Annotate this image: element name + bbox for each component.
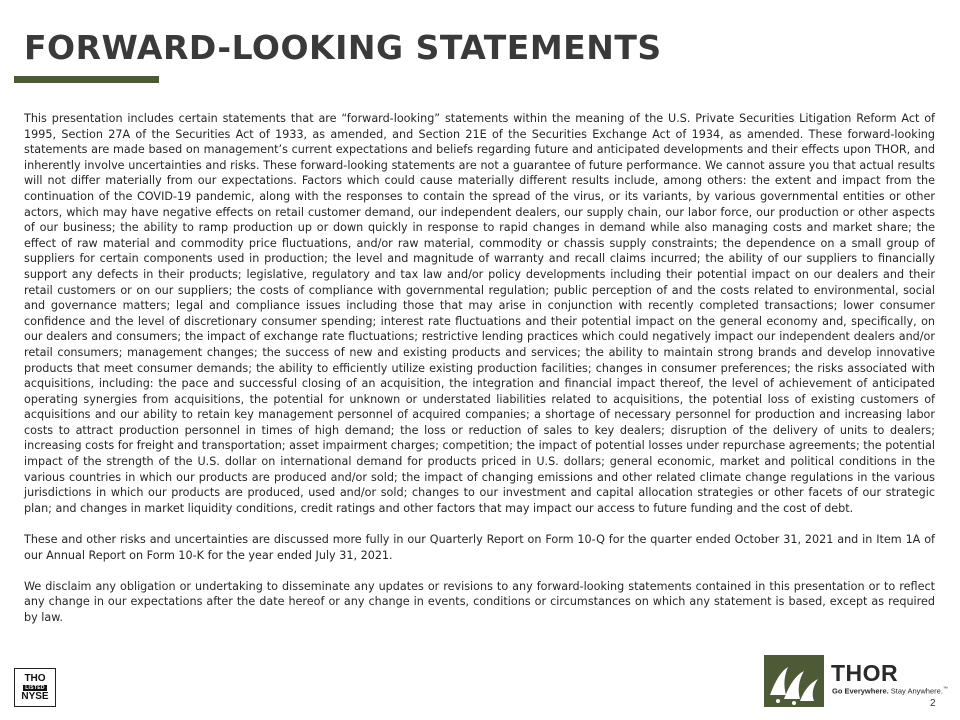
disclaimer-body (24, 111, 935, 626)
brand-tagline-rest: Stay Anywhere. (888, 686, 943, 696)
nyse-listed-badge (14, 668, 56, 707)
brand-tagline-bold: Go Everywhere. (832, 686, 889, 696)
brand-tagline (832, 686, 948, 696)
nyse-ticker: THO (24, 672, 46, 684)
page-number: 2 (930, 698, 936, 709)
title-underline-bar (14, 76, 159, 83)
disclaimer-paragraph-3: We disclaim any obligation or undertaking to disseminate any updates or revisions to any forward-looking statements contained in this presentation or to reflect any change in our expectations after the date hereof or any change in events, conditions or circumstances on which any statement is based, except as required by law. (24, 579, 935, 624)
brand-trademark: ™ (942, 686, 948, 692)
disclaimer-paragraph-1: This presentation includes certain statements that are “forward-looking” statements within the meaning of the U.S. Private Securities Litigation Reform Act of 1995, Section 27A of the Securities Act of 1933, as amended, and Section 21E of the Securities Exchange Act of 1934, as amended. These forward-looking statements are made based on management’s current expectations and beliefs regarding future and anticipated developments and their effects upon THOR, and inherently involve uncertainties and risks. These forward-looking statements are not a guarantee of future performance. We cannot assure you that actual results will not differ materially from our expectations. Factors which could cause materially different results include, among others: the extent and impact from the continuation of the COVID-19 pandemic, along with the responses to contain the spread of the virus, or its variants, by various governmental entities or other actors, which may have negative effects on retail customer demand, our independent dealers, our supply chain, our labor force, our production or other aspects of our business; the ability to ramp production up or down quickly in response to rapid changes in demand while also managing costs and market share; the effect of raw material and commodity price fluctuations, and/or raw material, commodity or chassis supply constraints; the dependence on a small group of suppliers for certain components used in production; the level and magnitude of warranty and recall claims incurred; the ability of our suppliers to financially support any defects in their products; legislative, regulatory and tax law and/or policy developments including their potential impact on our dealers and their retail customers or on our suppliers; the costs of compliance with governmental regulation; public perception of and the costs related to environmental, social and governance matters; legal and compliance issues including those that may arise in conjunction with recently completed transactions; lower consumer confidence and the level of discretionary consumer spending; interest rate fluctuations and their potential impact on the general economy and, specifically, on our dealers and consumers; the impact of exchange rate fluctuations; restrictive lending practices which could negatively impact our independent dealers and/or retail consumers; management changes; the success of new and existing products and services; the ability to maintain strong brands and develop innovative products that meet consumer demands; the ability to efficiently utilize existing production facilities; changes in consumer preferences; the risks associated with acquisitions, including: the pace and successful closing of an acquisition, the integration and financial impact thereof, the level of achievement of anticipated operating synergies from acquisitions, the potential for unknown or understated liabilities related to acquisitions, the potential loss of existing customers of acquisitions and our ability to retain key management personnel of acquired companies; a shortage of necessary personnel for production and increasing labor costs to attract production personnel in times of high demand; the loss or reduction of sales to key dealers; disruption of the delivery of units to dealers; increasing costs for freight and transportation; asset impairment charges; competition; the impact of potential losses under repurchase agreements; the potential impact of the strength of the U.S. dollar on international demand for products priced in U.S. dollars; general economic, market and political conditions in the various countries in which our products are produced and/or sold; the impact of changing emissions and other related climate change regulations in the various jurisdictions in which our products are produced, used and/or sold; changes to our investment and capital allocation strategies or other facets of our strategic plan; and changes in market liquidity conditions, credit ratings and other factors that may impact our access to future funding and the cost of debt. (24, 112, 935, 515)
nyse-exchange: NYSE (21, 690, 49, 702)
nyse-listed-label: LISTED (25, 684, 45, 691)
brand-name: THOR (831, 660, 899, 686)
page-title: FORWARD-LOOKING STATEMENTS (24, 28, 662, 67)
disclaimer-paragraph-2: These and other risks and uncertainties are discussed more fully in our Quarterly Report on Form 10-Q for the quarter ended October 31, 2021 and in Item 1A of our Annual Report on Form 10-K for the year ended July 31, 2021. (24, 533, 935, 562)
thor-logo-icon (764, 655, 824, 707)
